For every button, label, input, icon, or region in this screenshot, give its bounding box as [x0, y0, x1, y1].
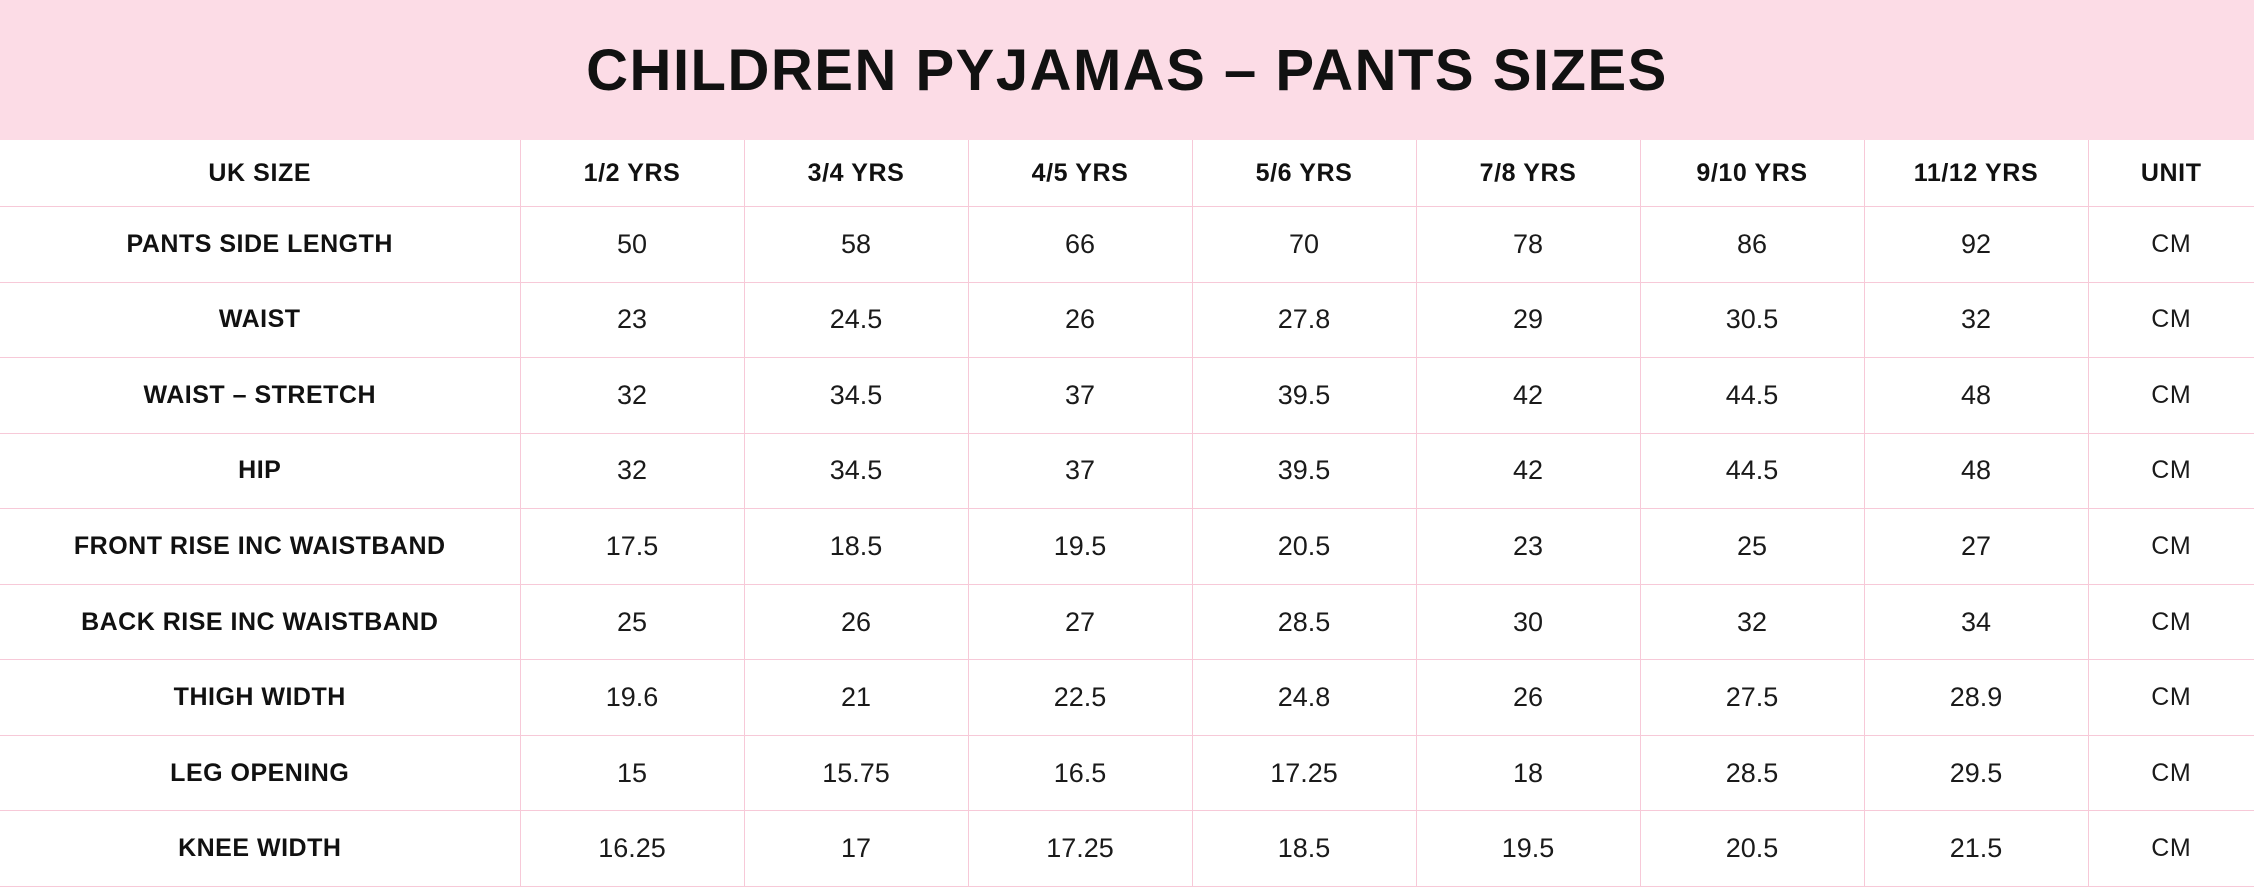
- measurement-cell: 15.75: [744, 735, 968, 811]
- measurement-cell: 27: [1864, 509, 2088, 585]
- title-banner: [0, 0, 2254, 140]
- table-row: [0, 660, 2254, 736]
- row-label: KNEE WIDTH: [0, 811, 520, 887]
- column-header-size-2: 3/4 YRS: [744, 140, 968, 207]
- column-header-size-4: 5/6 YRS: [1192, 140, 1416, 207]
- measurement-cell: 58: [744, 207, 968, 283]
- measurement-cell: 48: [1864, 358, 2088, 434]
- measurement-cell: 28.5: [1192, 584, 1416, 660]
- measurement-cell: 23: [1416, 509, 1640, 585]
- unit-cell: CM: [2088, 509, 2254, 585]
- measurement-cell: 29.5: [1864, 735, 2088, 811]
- table-header-row: [0, 140, 2254, 207]
- unit-cell: CM: [2088, 282, 2254, 358]
- measurement-cell: 17.25: [1192, 735, 1416, 811]
- measurement-cell: 30: [1416, 584, 1640, 660]
- measurement-cell: 44.5: [1640, 433, 1864, 509]
- measurement-cell: 44.5: [1640, 358, 1864, 434]
- measurement-cell: 21: [744, 660, 968, 736]
- column-header-size-5: 7/8 YRS: [1416, 140, 1640, 207]
- measurement-cell: 78: [1416, 207, 1640, 283]
- measurement-cell: 70: [1192, 207, 1416, 283]
- measurement-cell: 32: [520, 358, 744, 434]
- table-row: [0, 509, 2254, 585]
- unit-cell: CM: [2088, 811, 2254, 887]
- table-header: [0, 140, 2254, 207]
- measurement-cell: 15: [520, 735, 744, 811]
- table-body: [0, 207, 2254, 887]
- measurement-cell: 34: [1864, 584, 2088, 660]
- unit-cell: CM: [2088, 584, 2254, 660]
- column-header-unit: UNIT: [2088, 140, 2254, 207]
- column-header-size-7: 11/12 YRS: [1864, 140, 2088, 207]
- row-label: LEG OPENING: [0, 735, 520, 811]
- table-row: [0, 735, 2254, 811]
- column-header-size-6: 9/10 YRS: [1640, 140, 1864, 207]
- unit-cell: CM: [2088, 358, 2254, 434]
- measurement-cell: 42: [1416, 358, 1640, 434]
- measurement-cell: 30.5: [1640, 282, 1864, 358]
- measurement-cell: 34.5: [744, 358, 968, 434]
- row-label: HIP: [0, 433, 520, 509]
- measurement-cell: 27: [968, 584, 1192, 660]
- measurement-cell: 39.5: [1192, 433, 1416, 509]
- measurement-cell: 20.5: [1640, 811, 1864, 887]
- measurement-cell: 32: [1640, 584, 1864, 660]
- measurement-cell: 18: [1416, 735, 1640, 811]
- measurement-cell: 50: [520, 207, 744, 283]
- row-label: THIGH WIDTH: [0, 660, 520, 736]
- table-row: [0, 433, 2254, 509]
- measurement-cell: 48: [1864, 433, 2088, 509]
- measurement-cell: 19.5: [1416, 811, 1640, 887]
- measurement-cell: 17.5: [520, 509, 744, 585]
- table-row: [0, 584, 2254, 660]
- unit-cell: CM: [2088, 660, 2254, 736]
- measurement-cell: 18.5: [1192, 811, 1416, 887]
- column-header-size-3: 4/5 YRS: [968, 140, 1192, 207]
- measurement-cell: 26: [968, 282, 1192, 358]
- measurement-cell: 28.5: [1640, 735, 1864, 811]
- measurement-cell: 17: [744, 811, 968, 887]
- measurement-cell: 92: [1864, 207, 2088, 283]
- row-label: FRONT RISE INC WAISTBAND: [0, 509, 520, 585]
- measurement-cell: 21.5: [1864, 811, 2088, 887]
- unit-cell: CM: [2088, 207, 2254, 283]
- measurement-cell: 27.8: [1192, 282, 1416, 358]
- row-label: WAIST – STRETCH: [0, 358, 520, 434]
- column-header-uk-size: UK SIZE: [0, 140, 520, 207]
- measurement-cell: 29: [1416, 282, 1640, 358]
- measurement-cell: 24.8: [1192, 660, 1416, 736]
- measurement-cell: 26: [744, 584, 968, 660]
- measurement-cell: 34.5: [744, 433, 968, 509]
- measurement-cell: 25: [1640, 509, 1864, 585]
- size-table: [0, 140, 2254, 887]
- measurement-cell: 28.9: [1864, 660, 2088, 736]
- measurement-cell: 39.5: [1192, 358, 1416, 434]
- measurement-cell: 17.25: [968, 811, 1192, 887]
- row-label: PANTS SIDE LENGTH: [0, 207, 520, 283]
- measurement-cell: 23: [520, 282, 744, 358]
- measurement-cell: 37: [968, 433, 1192, 509]
- measurement-cell: 16.25: [520, 811, 744, 887]
- unit-cell: CM: [2088, 433, 2254, 509]
- table-row: [0, 282, 2254, 358]
- measurement-cell: 32: [1864, 282, 2088, 358]
- measurement-cell: 66: [968, 207, 1192, 283]
- measurement-cell: 19.5: [968, 509, 1192, 585]
- measurement-cell: 42: [1416, 433, 1640, 509]
- table-row: [0, 358, 2254, 434]
- measurement-cell: 26: [1416, 660, 1640, 736]
- table-row: [0, 207, 2254, 283]
- measurement-cell: 25: [520, 584, 744, 660]
- measurement-cell: 20.5: [1192, 509, 1416, 585]
- measurement-cell: 24.5: [744, 282, 968, 358]
- row-label: WAIST: [0, 282, 520, 358]
- page-title: CHILDREN PYJAMAS – PANTS SIZES: [586, 37, 1668, 103]
- column-header-size-1: 1/2 YRS: [520, 140, 744, 207]
- measurement-cell: 22.5: [968, 660, 1192, 736]
- measurement-cell: 32: [520, 433, 744, 509]
- row-label: BACK RISE INC WAISTBAND: [0, 584, 520, 660]
- measurement-cell: 27.5: [1640, 660, 1864, 736]
- measurement-cell: 18.5: [744, 509, 968, 585]
- unit-cell: CM: [2088, 735, 2254, 811]
- measurement-cell: 37: [968, 358, 1192, 434]
- measurement-cell: 16.5: [968, 735, 1192, 811]
- measurement-cell: 86: [1640, 207, 1864, 283]
- table-row: [0, 811, 2254, 887]
- measurement-cell: 19.6: [520, 660, 744, 736]
